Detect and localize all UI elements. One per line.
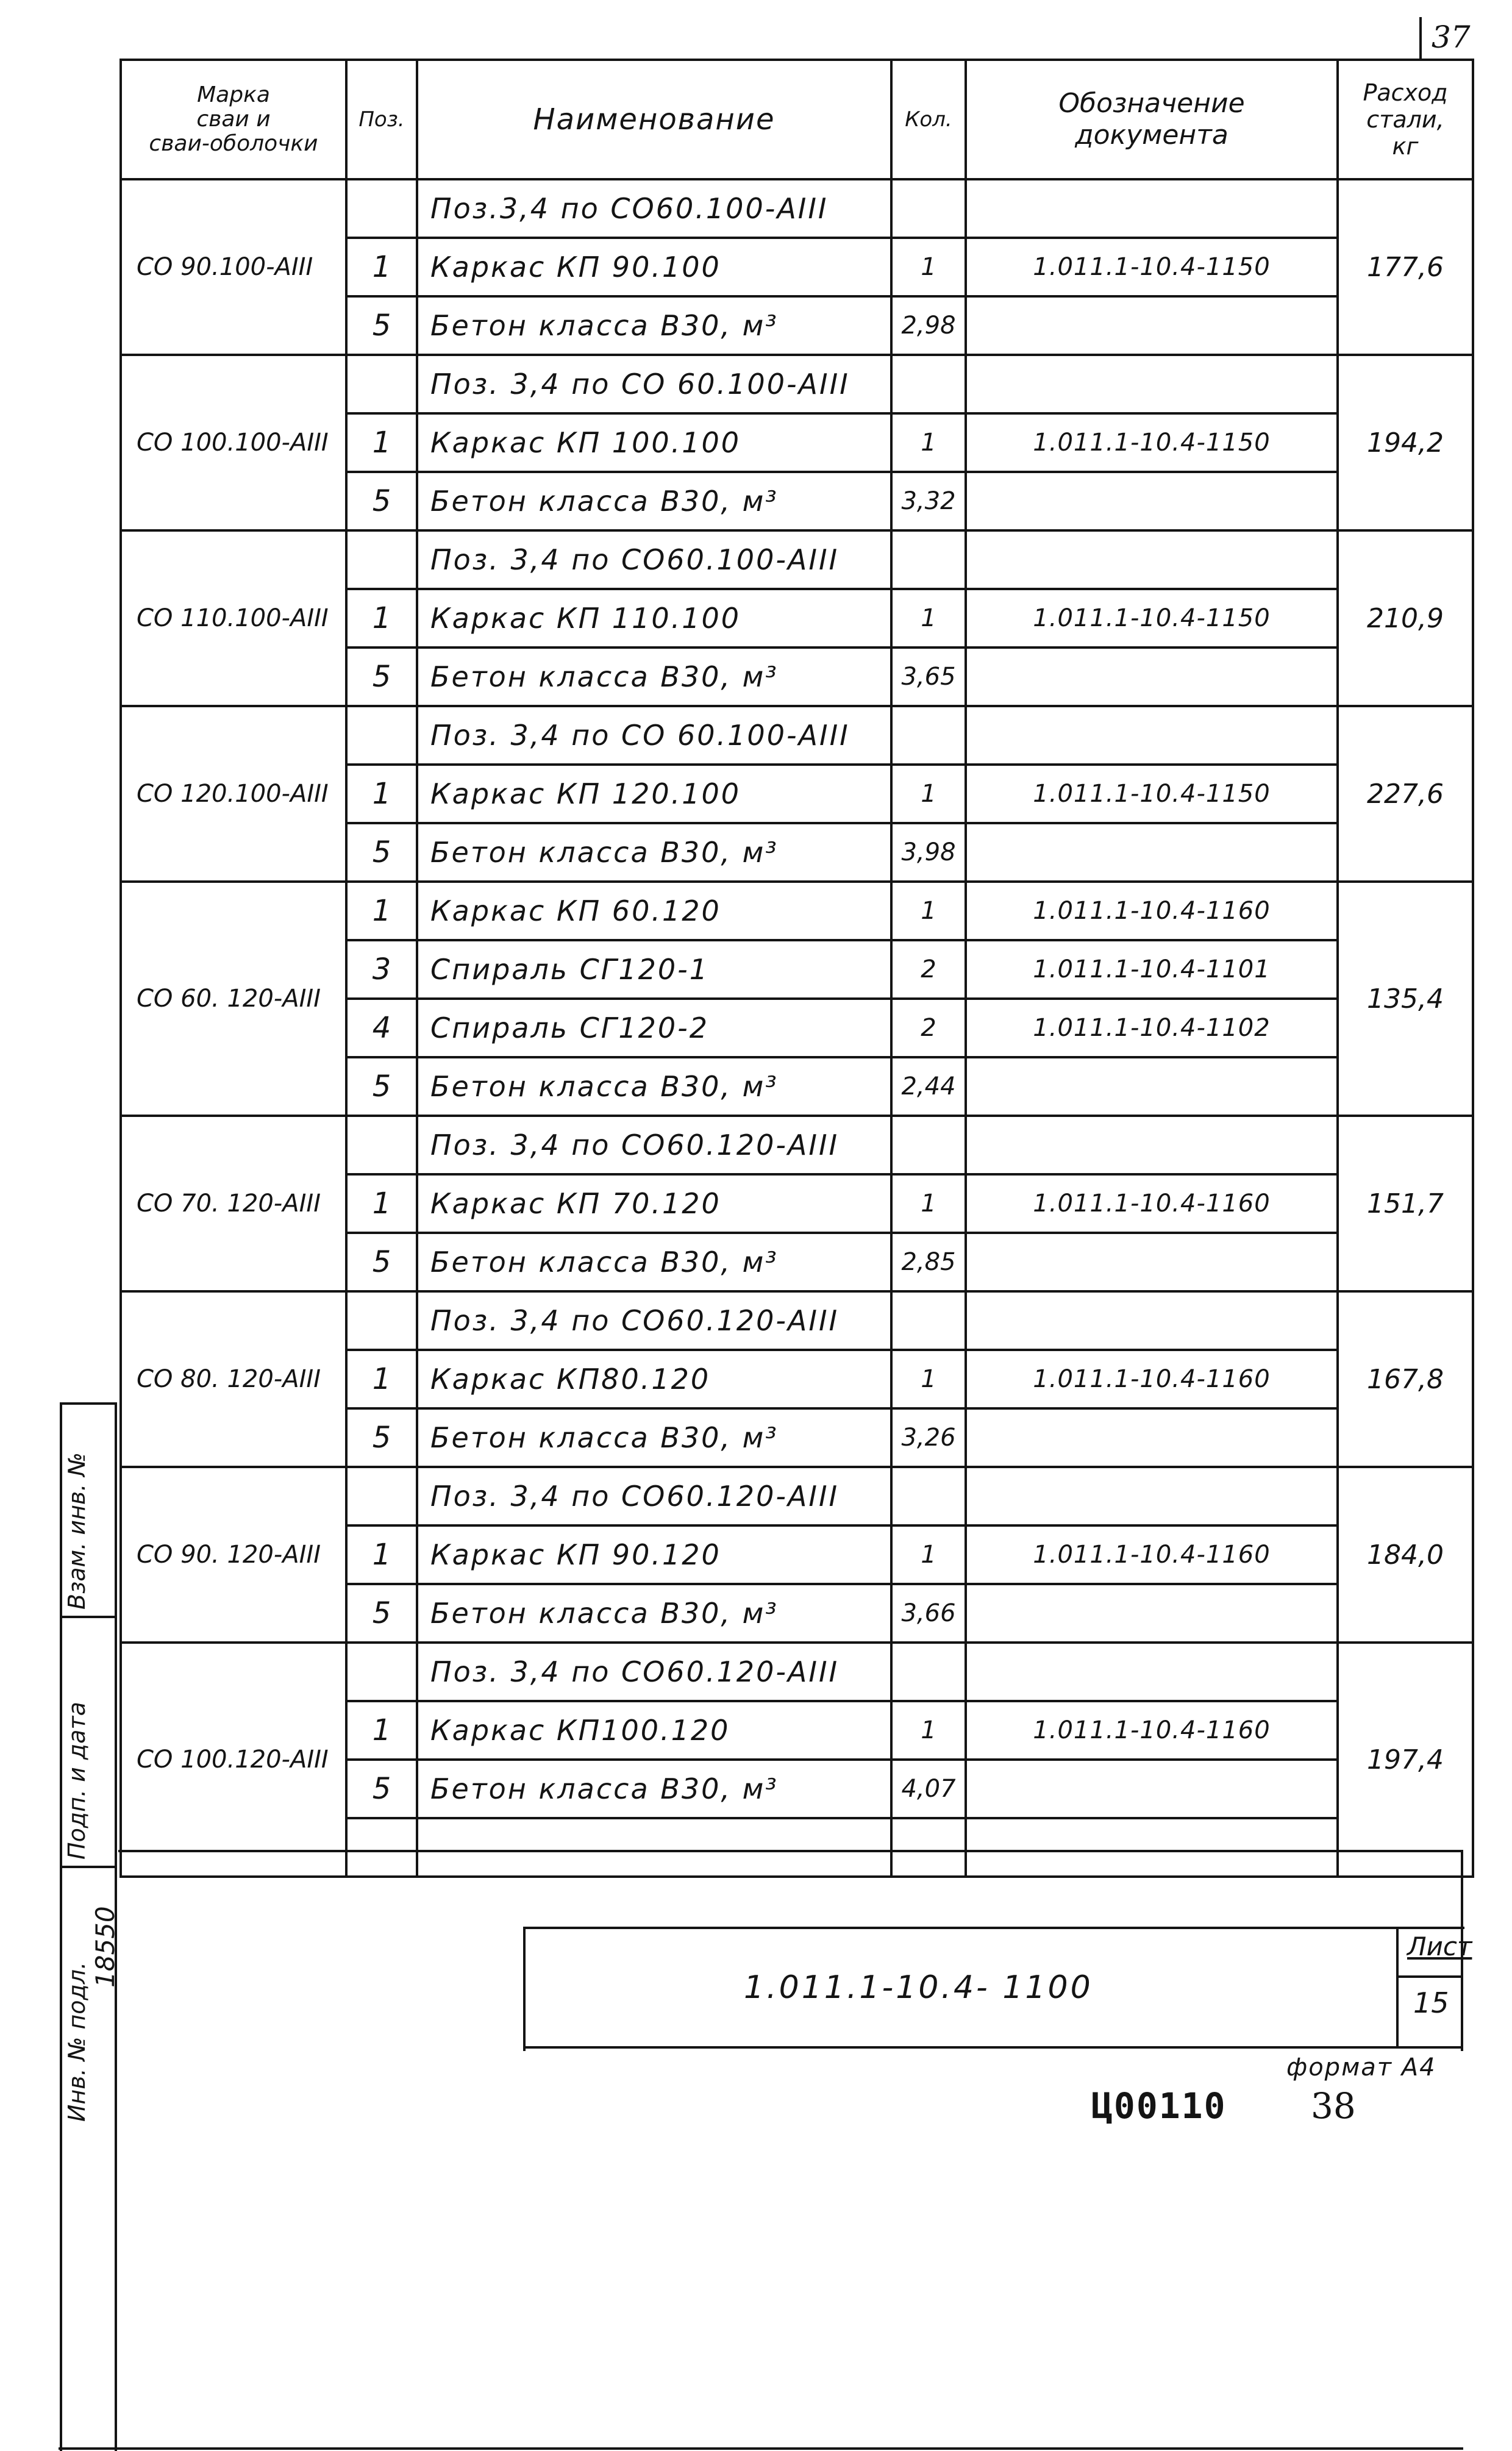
cell-doc — [966, 1818, 1338, 1877]
format-label: формат А4 — [1286, 2053, 1436, 2082]
header-steel-line2: стали, — [1366, 106, 1444, 133]
title-block-bottom — [523, 2046, 1463, 2049]
cell-qty: 3,98 — [891, 823, 966, 882]
cell-name: Поз.3,4 по СО60.100-АIII — [417, 179, 891, 238]
cell-pos — [346, 355, 417, 413]
frame-bottom-border — [59, 2447, 1463, 2450]
cell-doc: 1.011.1-10.4-1160 — [966, 1525, 1338, 1584]
table-row — [121, 1116, 1473, 1174]
header-name: Наименование — [417, 60, 891, 179]
cell-name: Бетон класса В30, м³ — [417, 472, 891, 530]
cell-name: Поз. 3,4 по СО60.120-АIII — [417, 1116, 891, 1174]
cell-name: Поз. 3,4 по СО 60.100-АIII — [417, 355, 891, 413]
cell-doc — [966, 1584, 1338, 1643]
cell-steel: 194,2 — [1338, 355, 1473, 530]
cell-qty: 2 — [891, 940, 966, 999]
header-steel-line1: Расход — [1363, 79, 1448, 106]
cell-mark: СО 90. 120-АIII — [121, 1467, 346, 1643]
cell-qty: 2,44 — [891, 1057, 966, 1116]
cell-name: Каркас КП100.120 — [417, 1701, 891, 1760]
cell-name: Бетон класса В30, м³ — [417, 1760, 891, 1818]
cell-doc — [966, 1760, 1338, 1818]
cell-doc — [966, 530, 1338, 589]
cell-steel: 210,9 — [1338, 530, 1473, 706]
cell-doc: 1.011.1-10.4-1102 — [966, 999, 1338, 1057]
sidebar-divider-1 — [60, 1616, 117, 1618]
header-doc-line2: документа — [1075, 120, 1228, 151]
header-steel-line3: кг — [1392, 133, 1419, 160]
cell-name: Каркас КП 110.100 — [417, 589, 891, 648]
cell-steel: 184,0 — [1338, 1467, 1473, 1643]
cell-name: Поз. 3,4 по СО60.120-АIII — [417, 1643, 891, 1701]
cell-steel: 167,8 — [1338, 1291, 1473, 1467]
cell-steel: 227,6 — [1338, 706, 1473, 882]
cell-doc — [966, 1233, 1338, 1291]
cell-pos — [346, 1818, 417, 1877]
cell-name: Бетон класса В30, м³ — [417, 648, 891, 706]
table-row — [121, 355, 1473, 413]
cell-pos: 3 — [346, 940, 417, 999]
cell-pos: 5 — [346, 648, 417, 706]
cell-mark: СО 120.100-АIII — [121, 706, 346, 882]
cell-doc: 1.011.1-10.4-1150 — [966, 413, 1338, 472]
cell-doc — [966, 1116, 1338, 1174]
cell-name: Каркас КП 100.100 — [417, 413, 891, 472]
cell-name: Спираль СГ120-2 — [417, 999, 891, 1057]
cell-steel: 135,4 — [1338, 882, 1473, 1116]
cell-pos: 1 — [346, 238, 417, 296]
header-mark — [121, 60, 346, 179]
cell-doc — [966, 472, 1338, 530]
cell-name: Каркас КП80.120 — [417, 1350, 891, 1408]
cell-name — [417, 1818, 891, 1877]
sheet-label: Лист — [1407, 1932, 1472, 1961]
cell-steel: 177,6 — [1338, 179, 1473, 355]
cell-name: Поз. 3,4 по СО60.120-АIII — [417, 1291, 891, 1350]
cell-doc — [966, 823, 1338, 882]
cell-name: Каркас КП 60.120 — [417, 882, 891, 940]
cell-doc: 1.011.1-10.4-1160 — [966, 1174, 1338, 1233]
cell-doc — [966, 648, 1338, 706]
cell-doc — [966, 1057, 1338, 1116]
cell-pos: 1 — [346, 882, 417, 940]
cell-qty: 3,32 — [891, 472, 966, 530]
sheet-cell-divider — [1396, 1975, 1463, 1978]
cell-doc — [966, 706, 1338, 765]
cell-mark: СО 70. 120-АIII — [121, 1116, 346, 1291]
title-block-divider — [1396, 1927, 1399, 2049]
cell-pos: 1 — [346, 589, 417, 648]
cell-qty: 4,07 — [891, 1760, 966, 1818]
cell-name: Каркас КП 70.120 — [417, 1174, 891, 1233]
cell-pos: 1 — [346, 1350, 417, 1408]
cell-pos: 5 — [346, 472, 417, 530]
cell-qty: 1 — [891, 1350, 966, 1408]
cell-name: Поз. 3,4 по СО60.100-АIII — [417, 530, 891, 589]
header-doc — [966, 60, 1338, 179]
cell-qty — [891, 179, 966, 238]
cell-qty: 1 — [891, 1701, 966, 1760]
cell-pos — [346, 530, 417, 589]
cell-doc — [966, 296, 1338, 355]
archive-stamp-code: Ц00110 — [1091, 2085, 1227, 2127]
table-row — [121, 1643, 1473, 1701]
table-row — [121, 1291, 1473, 1350]
cell-pos — [346, 1643, 417, 1701]
cell-doc — [966, 179, 1338, 238]
cell-name: Бетон класса В30, м³ — [417, 1584, 891, 1643]
cell-pos: 5 — [346, 296, 417, 355]
cell-qty: 3,66 — [891, 1584, 966, 1643]
cell-pos — [346, 1467, 417, 1525]
table-row — [121, 882, 1473, 940]
cell-pos: 4 — [346, 999, 417, 1057]
sheet-number: 15 — [1413, 1986, 1449, 2019]
cell-doc — [966, 1643, 1338, 1701]
cell-qty: 1 — [891, 765, 966, 823]
cell-mark: СО 100.120-АIII — [121, 1643, 346, 1877]
table-header-row — [121, 60, 1473, 179]
cell-name: Каркас КП 120.100 — [417, 765, 891, 823]
cell-mark: СО 100.100-АIII — [121, 355, 346, 530]
header-doc-line1: Обозначение — [1058, 88, 1245, 119]
header-mark-line2: сваи и — [196, 107, 271, 132]
cell-doc — [966, 1467, 1338, 1525]
cell-qty — [891, 1467, 966, 1525]
cell-doc: 1.011.1-10.4-1160 — [966, 1701, 1338, 1760]
cell-name: Каркас КП 90.120 — [417, 1525, 891, 1584]
cell-steel: 197,4 — [1338, 1643, 1473, 1877]
header-pos: Поз. — [346, 60, 417, 179]
cell-qty: 2,98 — [891, 296, 966, 355]
cell-qty — [891, 1291, 966, 1350]
cell-pos: 1 — [346, 1174, 417, 1233]
cell-name: Бетон класса В30, м³ — [417, 1408, 891, 1467]
archive-stamp-number: 38 — [1311, 2085, 1356, 2127]
cell-mark: СО 80. 120-АIII — [121, 1291, 346, 1467]
cell-doc: 1.011.1-10.4-1150 — [966, 589, 1338, 648]
cell-qty: 1 — [891, 413, 966, 472]
sidebar-divider-2 — [60, 1866, 117, 1868]
cell-name: Бетон класса В30, м³ — [417, 1057, 891, 1116]
cell-pos: 5 — [346, 1233, 417, 1291]
cell-pos: 5 — [346, 823, 417, 882]
header-qty: Кол. — [891, 60, 966, 179]
table-row — [121, 1467, 1473, 1525]
cell-qty: 1 — [891, 589, 966, 648]
cell-doc: 1.011.1-10.4-1160 — [966, 882, 1338, 940]
sidebar-label-substitute: Взам. инв. № — [63, 1452, 90, 1610]
cell-pos: 1 — [346, 413, 417, 472]
header-steel — [1338, 60, 1473, 179]
cell-qty: 1 — [891, 1525, 966, 1584]
cell-doc: 1.011.1-10.4-1160 — [966, 1350, 1338, 1408]
cell-mark: СО 60. 120-АIII — [121, 882, 346, 1116]
cell-qty: 1 — [891, 882, 966, 940]
cell-name: Спираль СГ120-1 — [417, 940, 891, 999]
cell-name: Бетон класса В30, м³ — [417, 823, 891, 882]
cell-pos — [346, 1291, 417, 1350]
specification-table — [119, 59, 1474, 1878]
cell-qty: 2 — [891, 999, 966, 1057]
cell-name: Каркас КП 90.100 — [417, 238, 891, 296]
cell-doc — [966, 1291, 1338, 1350]
cell-pos — [346, 706, 417, 765]
cell-qty — [891, 530, 966, 589]
cell-qty — [891, 1643, 966, 1701]
cell-doc — [966, 355, 1338, 413]
cell-doc: 1.011.1-10.4-1101 — [966, 940, 1338, 999]
cell-doc: 1.011.1-10.4-1150 — [966, 238, 1338, 296]
cell-pos: 5 — [346, 1057, 417, 1116]
page-number-top: 37 — [1432, 20, 1471, 55]
table-row — [121, 179, 1473, 238]
cell-pos — [346, 1116, 417, 1174]
table-bottom-border — [118, 1850, 1463, 1852]
cell-mark: СО 110.100-АIII — [121, 530, 346, 706]
cell-doc: 1.011.1-10.4-1150 — [966, 765, 1338, 823]
cell-qty: 3,26 — [891, 1408, 966, 1467]
cell-name: Бетон класса В30, м³ — [417, 296, 891, 355]
cell-pos: 5 — [346, 1760, 417, 1818]
page-number-divider — [1419, 17, 1422, 61]
cell-steel: 151,7 — [1338, 1116, 1473, 1291]
sidebar-border-top — [60, 1402, 117, 1405]
cell-mark: СО 90.100-АIII — [121, 179, 346, 355]
sidebar-border-left — [60, 1402, 62, 2451]
table-row — [121, 706, 1473, 765]
cell-qty — [891, 1116, 966, 1174]
cell-pos: 1 — [346, 1701, 417, 1760]
cell-qty: 1 — [891, 1174, 966, 1233]
cell-name: Бетон класса В30, м³ — [417, 1233, 891, 1291]
cell-qty — [891, 1818, 966, 1877]
sidebar-label-inventory: Инв. № подл. — [63, 1961, 90, 2122]
header-mark-line3: сваи-оболочки — [149, 131, 318, 156]
cell-pos: 5 — [346, 1408, 417, 1467]
sidebar-inventory-number: 18550 — [90, 1906, 120, 1988]
document-code: 1.011.1-10.4- 1100 — [744, 1969, 1093, 2006]
cell-name: Поз. 3,4 по СО 60.100-АIII — [417, 706, 891, 765]
cell-pos: 5 — [346, 1584, 417, 1643]
cell-qty: 1 — [891, 238, 966, 296]
cell-qty — [891, 355, 966, 413]
cell-pos: 1 — [346, 1525, 417, 1584]
header-mark-line1: Марка — [197, 82, 270, 107]
cell-name: Поз. 3,4 по СО60.120-АIII — [417, 1467, 891, 1525]
cell-doc — [966, 1408, 1338, 1467]
cell-pos — [346, 179, 417, 238]
table-row — [121, 530, 1473, 589]
cell-qty: 2,85 — [891, 1233, 966, 1291]
cell-qty — [891, 706, 966, 765]
cell-qty: 3,65 — [891, 648, 966, 706]
cell-pos: 1 — [346, 765, 417, 823]
sidebar-label-signature: Подп. и дата — [63, 1702, 90, 1860]
